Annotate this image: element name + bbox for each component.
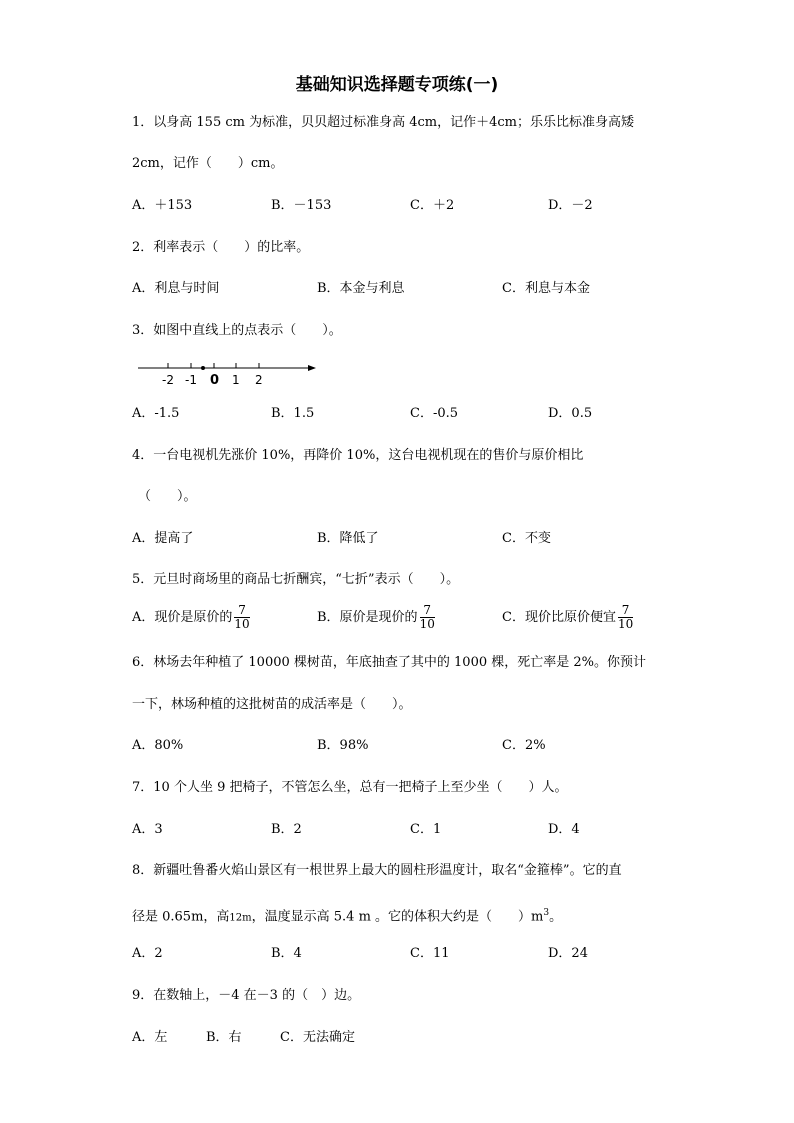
q8-option-c[interactable]: C．11 [410,946,450,961]
q8-height-value: 12m [229,912,252,924]
q9-option-a[interactable]: A．左 [132,1030,168,1045]
q4-option-a[interactable]: A．提高了 [132,531,194,546]
question-6-text-cont: 一下，林场种植的这批树苗的成活率是（ ）。 [132,697,412,712]
fraction [234,604,249,631]
fraction-denominator: 10 [234,617,250,631]
question-1-text-cont: 2cm，记作（ ）cm。 [132,156,284,171]
tick-label-minus-1: -1 [185,373,197,387]
q1-option-b[interactable]: B．－153 [271,198,332,213]
q7-option-c[interactable]: C．1 [410,822,442,837]
question-4-text: 4．一台电视机先涨价 10%，再降价 10%，这台电视机现在的售价与原价相比 [132,448,584,463]
q3-option-c[interactable]: C．-0.5 [410,406,459,421]
q9-option-b[interactable]: B．右 [206,1030,242,1045]
question-5-text: 5．元旦时商场里的商品七折酬宾，“七折”表示（ ）。 [132,572,460,587]
q5-option-c[interactable] [502,604,633,631]
page-title: 基础知识选择题专项练(一) [295,75,499,95]
q5-option-c-text: C．现价比原价便宜 [502,610,616,625]
question-1-text: 1．以身高 155 cm 为标准，贝贝超过标准身高 4cm，记作＋4cm；乐乐比标准身高矮 [132,115,634,130]
q6-option-c[interactable]: C．2% [502,738,546,753]
q5-option-b-text: B．原价是现价的 [317,610,418,625]
q3-option-a[interactable]: A．-1.5 [132,406,180,421]
q8-option-d[interactable]: D．24 [548,946,588,961]
q4-option-c[interactable]: C．不变 [502,531,551,546]
question-3-text: 3．如图中直线上的点表示（ ）。 [132,323,342,338]
question-4-text-cont: （ ）。 [138,489,197,504]
tick-label-2: 2 [255,373,263,387]
q2-option-a[interactable]: A．利息与时间 [132,281,220,296]
fraction-denominator: 10 [419,617,435,631]
q8-text-part: 。 [549,909,563,925]
fraction-numerator: 7 [234,604,249,618]
tick-label-1: 1 [232,373,240,387]
q8-text-part: 径是 0.65m，高 [132,909,230,925]
question-7-text: 7．10 个人坐 9 把椅子，不管怎么坐，总有一把椅子上至少坐（ ）人。 [132,780,568,795]
number-line-arrow [308,365,316,371]
q3-option-b[interactable]: B．1.5 [271,406,315,421]
fraction [618,604,633,631]
q8-text-part: ，温度显示高 5.4 m 。它的体积大约是（ ）m [251,909,544,925]
tick-label-0: 0 [210,373,220,388]
q1-option-d[interactable]: D．－2 [548,198,593,213]
question-8-text-cont [132,904,562,927]
q4-option-b[interactable]: B．降低了 [317,531,379,546]
q7-option-b[interactable]: B．2 [271,822,302,837]
question-2-text: 2．利率表示（ ）的比率。 [132,240,310,255]
q6-option-b[interactable]: B．98% [317,738,369,753]
question-6-text: 6．林场去年种植了 10000 棵树苗，年底抽查了其中的 1000 棵，死亡率是 2%。你预计 [132,655,646,670]
number-line-figure [132,356,332,390]
q9-option-c[interactable]: C．无法确定 [280,1030,355,1045]
q2-option-c[interactable]: C．利息与本金 [502,281,590,296]
fraction [420,604,435,631]
q1-option-a[interactable]: A．＋153 [132,198,193,213]
number-line-point [201,366,205,370]
q8-option-b[interactable]: B．4 [271,946,302,961]
question-9-text: 9．在数轴上，－4 在－3 的（ ）边。 [132,988,361,1003]
cubic-superscript: 3 [543,908,550,918]
q2-option-b[interactable]: B．本金与利息 [317,281,405,296]
q6-option-a[interactable]: A．80% [132,738,184,753]
q8-option-a[interactable]: A．2 [132,946,163,961]
q1-option-c[interactable]: C．＋2 [410,198,455,213]
q7-option-a[interactable]: A．3 [132,822,163,837]
tick-label-minus-2: -2 [162,373,174,387]
question-8-text: 8．新疆吐鲁番火焰山景区有一根世界上最大的圆柱形温度计，取名“金箍棒”。它的直 [132,863,622,878]
q5-option-a[interactable] [132,604,250,631]
q3-option-d[interactable]: D．0.5 [548,406,593,421]
q5-option-b[interactable] [317,604,435,631]
fraction-denominator: 10 [617,617,634,631]
fraction-numerator: 7 [618,604,633,618]
q5-option-a-text: A．现价是原价的 [132,610,233,625]
fraction-numerator: 7 [420,604,435,618]
q7-option-d[interactable]: D．4 [548,822,580,837]
